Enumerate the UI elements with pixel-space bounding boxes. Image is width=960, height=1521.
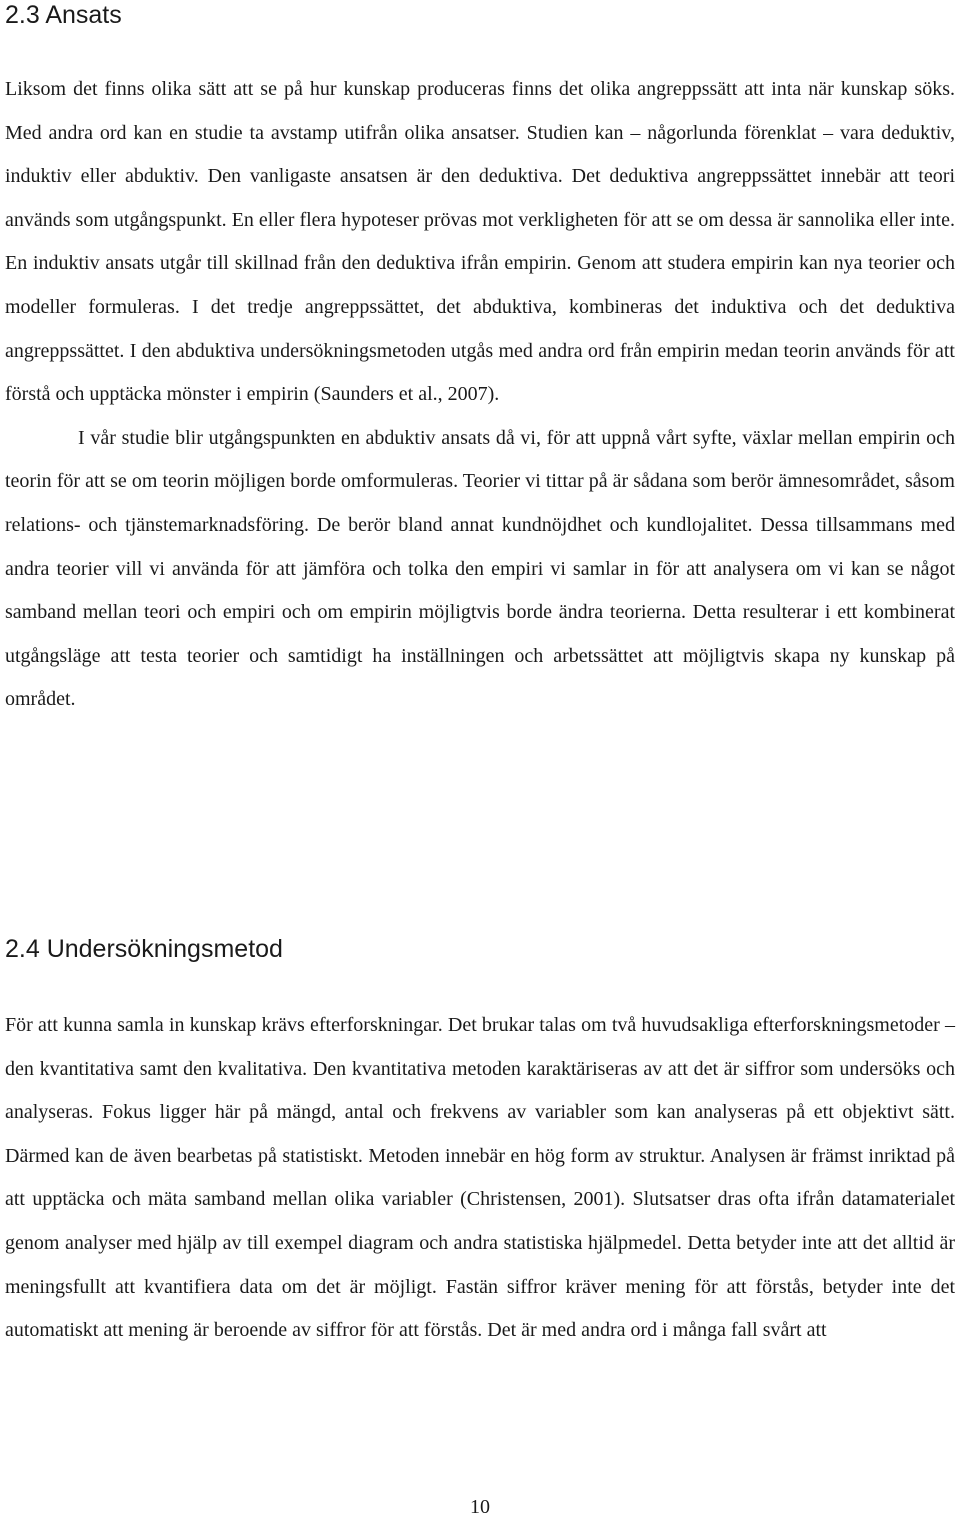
section-heading-undersokningsmetod: 2.4 Undersökningsmetod (5, 935, 283, 963)
page-number: 10 (470, 1496, 490, 1518)
paragraph: För att kunna samla in kunskap krävs efterforskningar. Det brukar talas om två huvudsakliga efterforskningsmetoder – den kvantitativa samt den kvalitativa. Den kvantitativa metoden karaktäriseras av att det är siffror som undersöks och analyseras. Fokus ligger här på mängd, antal och frekvens av variabler som kan analyseras på ett objektivt sätt. Därmed kan de även bearbetas på statistiskt. Metoden innebär en hög form av struktur. Analysen är främst inriktad på att upptäcka och mäta samband mellan olika variabler (Christensen, 2001). Slutsatser dras ofta ifrån datamaterialet genom analyser med hjälp av till exempel diagram och andra statistiska hjälpmedel. Detta betyder inte att det alltid är meningsfullt att kvantifiera data om det är möjligt. Fastän siffror kräver mening för att förstås, betyder inte det automatiskt att mening är beroende av siffror för att förstås. Det är med andra ord i många fall svårt att (5, 1014, 955, 1342)
section-body-undersokningsmetod (5, 1004, 955, 1353)
paragraph: I vår studie blir utgångspunkten en abduktiv ansats då vi, för att uppnå vårt syfte, växlar mellan empirin och teorin för att se om teorin möjligen borde omformuleras. Teorier vi tittar på är sådana som berör ämnesområdet, såsom relations- och tjänstemarknadsföring. De berör bland annat kundnöjdhet och kundlojalitet. Dessa tillsammans med andra teorier vill vi använda för att jämföra och tolka den empiri vi samlar in för att analysera om vi kan se något samband mellan teori och empiri och om empirin möjligtvis borde ändra teorierna. Detta resulterar i ett kombinerat utgångsläge att testa teorier och samtidigt ha inställningen och arbetssättet att möjligtvis skapa ny kunskap på området. (5, 426, 955, 711)
paragraph: Liksom det finns olika sätt att se på hur kunskap produceras finns det olika angreppssätt att inta när kunskap söks. Med andra ord kan en studie ta avstamp utifrån olika ansatser. Studien kan – någorlunda förenklat – vara deduktiv, induktiv eller abduktiv. Den vanligaste ansatsen är den deduktiva. Det deduktiva angreppssättet innebär att teori används som utgångspunkt. En eller flera hypoteser prövas mot verkligheten för att se om dessa är sannolika eller inte. En induktiv ansats utgår till skillnad från den deduktiva ifrån empirin. Genom att studera empirin kan nya teorier och modeller formuleras. I det tredje angreppssättet, det abduktiva, kombineras det induktiva och det deduktiva angreppssättet. I den abduktiva undersökningsmetoden utgås med andra ord från empirin medan teorin används för att förstå och upptäcka mönster i empirin (Saunders et al., 2007). (5, 78, 955, 406)
section-heading-ansats: 2.3 Ansats (5, 1, 122, 29)
section-body-ansats (5, 68, 955, 722)
